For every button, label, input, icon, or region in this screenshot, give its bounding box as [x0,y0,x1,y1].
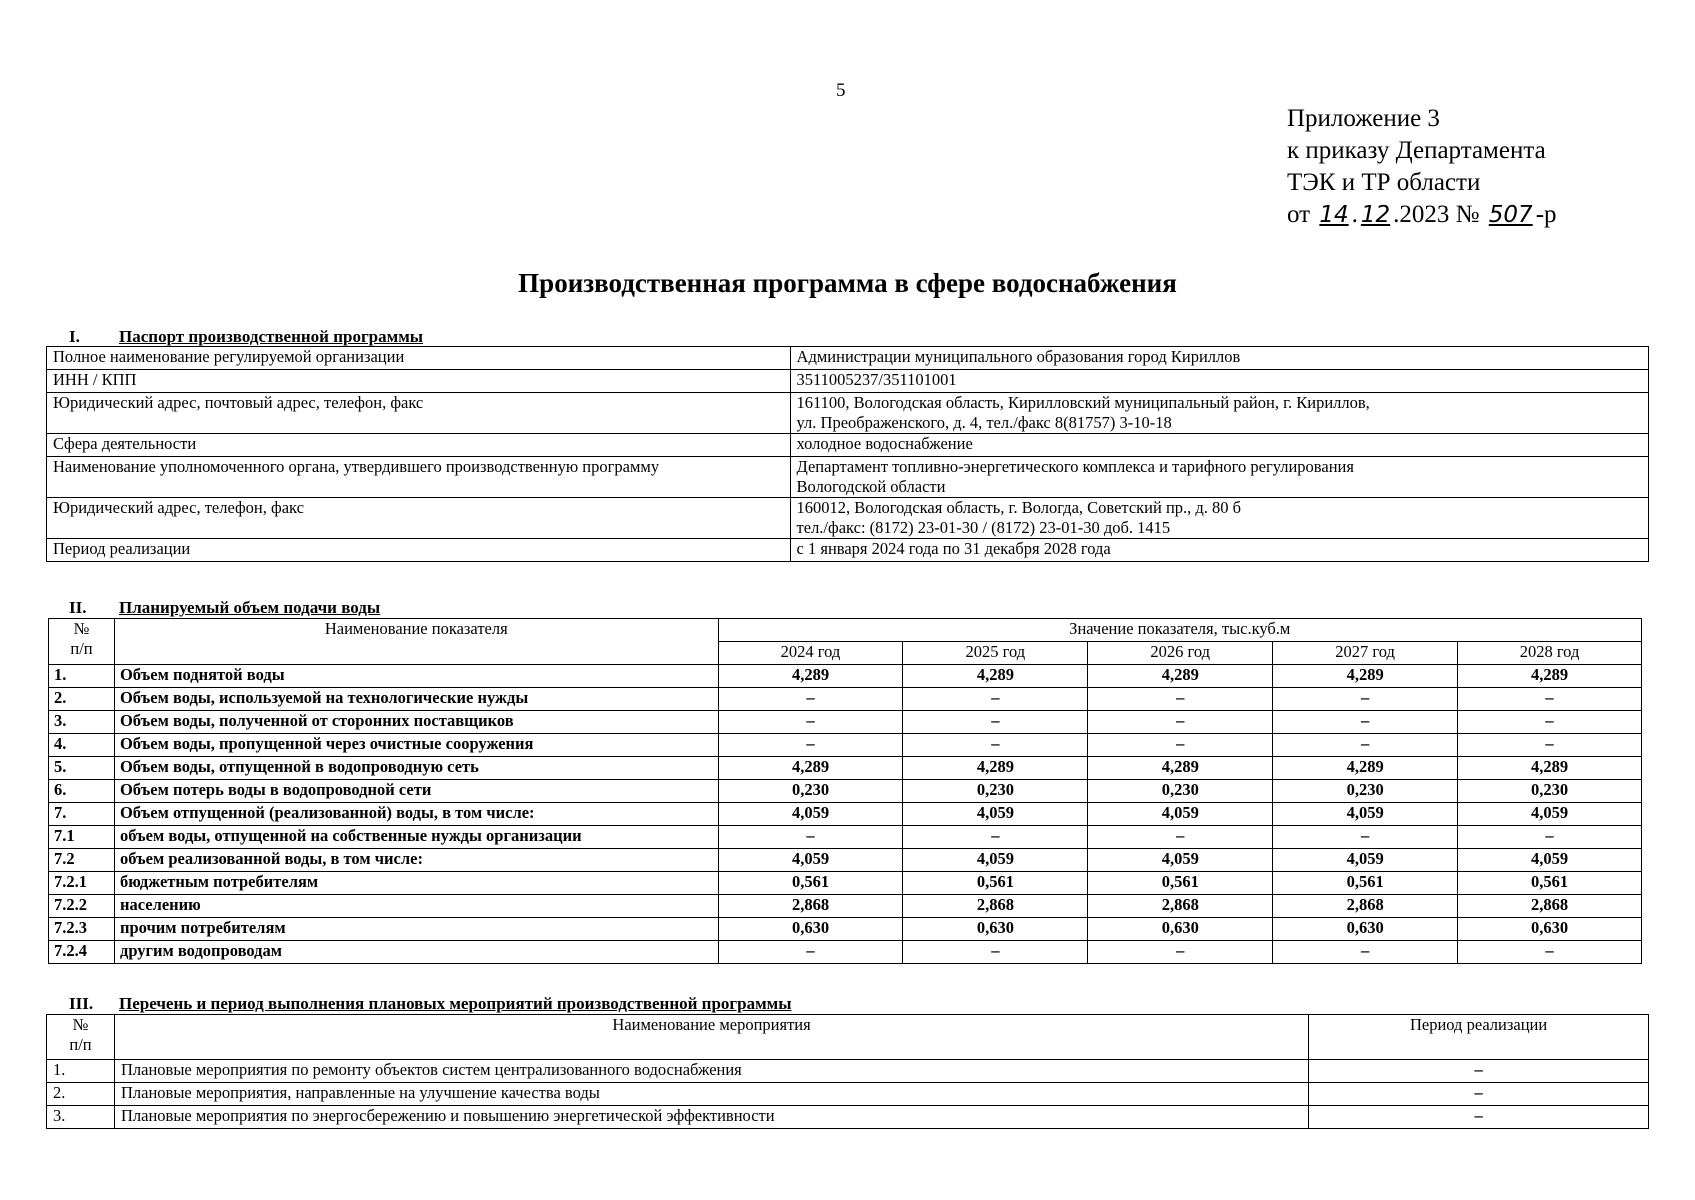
measure-name: Плановые мероприятия, направленные на улучшение качества воды [114,1083,1308,1106]
indicator-value: 0,630 [1273,918,1458,941]
indicator-value: 2,868 [903,895,1088,918]
table-row [49,895,1642,918]
handwritten-month: 12 [1360,202,1391,228]
indicator-name: прочим потребителям [114,918,718,941]
measures-table [46,1014,1649,1129]
section-3-title: Перечень и период выполнения плановых мероприятий производственной программы [119,994,792,1013]
page-number: 5 [836,80,846,101]
table-row [47,434,1649,457]
indicator-value: 0,561 [903,872,1088,895]
header-num-2: п/п [70,639,93,658]
table-row [49,734,1642,757]
row-number: 7.2 [49,849,115,872]
appendix-line-3: ТЭК и ТР области [1287,169,1481,196]
indicator-value: 2,868 [1273,895,1458,918]
indicator-value: 4,289 [1273,757,1458,780]
indicator-value: – [1458,711,1642,734]
section-2-number: II. [69,598,87,617]
indicator-value: – [718,711,903,734]
passport-value: с 1 января 2024 года по 31 декабря 2028 года [790,539,1648,562]
indicator-name: Объем поднятой воды [114,665,718,688]
table-row [49,918,1642,941]
table-header-row [49,619,1642,642]
indicator-value: 4,059 [1273,849,1458,872]
year-header: 2024 год [718,642,903,665]
handwritten-order-number: 507 [1488,202,1533,228]
indicator-value: 0,230 [1273,780,1458,803]
table-row [49,941,1642,964]
section-1-number: I. [69,327,80,346]
section-2-heading [69,598,380,618]
indicator-value: – [1088,826,1273,849]
indicator-value: 4,059 [1273,803,1458,826]
indicator-value: 4,059 [1088,849,1273,872]
row-number: 7.2.2 [49,895,115,918]
indicator-value: 4,059 [1458,803,1642,826]
indicator-value: 2,868 [1088,895,1273,918]
appendix-line-2: к приказу Департамента [1287,137,1546,164]
indicator-value: – [903,711,1088,734]
table-row [49,849,1642,872]
passport-label: Юридический адрес, почтовый адрес, телефон, факс [47,393,791,434]
appendix-date-line: от 14 . 12 .2023 № 507 -р [1287,201,1557,228]
indicator-value: 4,059 [1458,849,1642,872]
table-row [49,757,1642,780]
indicator-value: – [1273,734,1458,757]
indicator-value: 4,289 [1088,757,1273,780]
indicator-name: бюджетным потребителям [114,872,718,895]
section-1-title: Паспорт производственной программы [119,327,424,346]
row-number: 2. [47,1083,115,1106]
passport-value: Департамент топливно-энергетического комплекса и тарифного регулирования [796,457,1354,476]
indicator-value: 4,059 [718,849,903,872]
measure-period: – [1309,1060,1649,1083]
table-row [47,1106,1649,1129]
passport-value-line-2: тел./факс: (8172) 23-01-30 / (8172) 23-01-30 доб. 1415 [796,518,1171,537]
measure-name: Плановые мероприятия по ремонту объектов систем централизованного водоснабжения [114,1060,1308,1083]
indicator-value: 2,868 [1458,895,1642,918]
indicator-value: – [1458,941,1642,964]
passport-label: Наименование уполномоченного органа, утвердившего производственную программу [47,457,791,498]
table-row [49,711,1642,734]
indicator-name: населению [114,895,718,918]
passport-label: Сфера деятельности [47,434,791,457]
indicator-value: 0,230 [1088,780,1273,803]
indicator-value: – [903,826,1088,849]
measure-period: – [1309,1083,1649,1106]
table-row [47,347,1649,370]
table-row [47,539,1649,562]
section-1-heading [69,327,423,347]
indicator-value: 4,289 [1088,665,1273,688]
indicator-value: 4,059 [1088,803,1273,826]
indicator-value: – [1273,941,1458,964]
indicator-value: – [718,826,903,849]
indicator-value: – [1088,734,1273,757]
indicator-value: 0,561 [718,872,903,895]
indicator-value: 0,630 [718,918,903,941]
passport-label: Юридический адрес, телефон, факс [47,498,791,539]
passport-value: холодное водоснабжение [790,434,1648,457]
indicator-name: Объем потерь воды в водопроводной сети [114,780,718,803]
indicator-value: 0,561 [1088,872,1273,895]
passport-label: ИНН / КПП [47,370,791,393]
table-row [49,780,1642,803]
year-header: 2028 год [1458,642,1642,665]
indicator-name: Объем воды, пропущенной через очистные сооружения [114,734,718,757]
passport-label: Полное наименование регулируемой организации [47,347,791,370]
document-title: Производственная программа в сфере водоснабжения [518,268,1177,298]
indicator-value: – [903,734,1088,757]
table-row [49,826,1642,849]
row-number: 3. [47,1106,115,1129]
indicator-name: Объем воды, полученной от сторонних поставщиков [114,711,718,734]
table-row [49,872,1642,895]
indicator-value: 2,868 [718,895,903,918]
appendix-line-1: Приложение 3 [1287,105,1440,132]
row-number: 6. [49,780,115,803]
passport-value-line-2: Вологодской области [796,477,946,496]
date-prefix: от [1287,201,1311,228]
row-number: 1. [49,665,115,688]
header-period: Период реализации [1309,1015,1649,1060]
header-num-cell [47,1015,115,1060]
indicator-value: – [718,688,903,711]
header-num: № [73,619,90,638]
indicator-value: – [1273,826,1458,849]
indicator-name: Объем отпущенной (реализованной) воды, в том числе: [114,803,718,826]
indicator-value: – [718,734,903,757]
header-indicator-value: Значение показателя, тыс.куб.м [718,619,1641,642]
indicator-value: 4,059 [903,803,1088,826]
row-number: 1. [47,1060,115,1083]
table-header-row [47,1015,1649,1060]
passport-value-cell [790,498,1648,539]
indicator-value: – [718,941,903,964]
row-number: 5. [49,757,115,780]
header-num: № [72,1015,89,1034]
indicator-value: – [1458,688,1642,711]
indicator-value: – [1458,734,1642,757]
row-number: 2. [49,688,115,711]
passport-value: 160012, Вологодская область, г. Вологда, Советский пр., д. 80 б [796,498,1242,517]
header-num-cell [49,619,115,665]
passport-table [46,346,1649,562]
appendix-block [1287,103,1557,231]
indicator-name: Объем воды, используемой на технологические нужды [114,688,718,711]
indicator-value: – [1273,711,1458,734]
row-number: 7.2.1 [49,872,115,895]
row-number: 7.2.3 [49,918,115,941]
indicator-name: объем реализованной воды, в том числе: [114,849,718,872]
table-row [49,688,1642,711]
indicator-value: – [903,688,1088,711]
row-number: 4. [49,734,115,757]
indicator-value: 4,289 [903,757,1088,780]
passport-value-cell [790,393,1648,434]
section-2-title: Планируемый объем подачи воды [119,598,381,617]
indicator-value: – [903,941,1088,964]
year-part: .2023 № [1393,201,1480,228]
row-number: 7.2.4 [49,941,115,964]
indicator-name: другим водопроводам [114,941,718,964]
row-number: 7.1 [49,826,115,849]
indicator-value: 4,289 [1458,665,1642,688]
table-row [49,665,1642,688]
table-row [47,498,1649,539]
row-number: 3. [49,711,115,734]
year-header: 2026 год [1088,642,1273,665]
table-row [47,457,1649,498]
section-3-number: III. [69,994,94,1013]
indicator-value: 4,059 [718,803,903,826]
indicator-value: 0,630 [1088,918,1273,941]
measure-name: Плановые мероприятия по энергосбережению и повышению энергетической эффективности [114,1106,1308,1129]
passport-value: 3511005237/351101001 [790,370,1648,393]
indicator-value: 4,289 [1273,665,1458,688]
indicator-name: Объем воды, отпущенной в водопроводную сеть [114,757,718,780]
passport-value: 161100, Вологодская область, Кирилловский муниципальный район, г. Кириллов, [796,393,1370,412]
indicator-value: – [1088,711,1273,734]
passport-value: Администрации муниципального образования город Кириллов [790,347,1648,370]
indicator-value: 4,289 [1458,757,1642,780]
indicator-value: 0,561 [1458,872,1642,895]
indicator-value: 4,289 [903,665,1088,688]
indicator-value: 0,630 [1458,918,1642,941]
indicator-value: 0,561 [1273,872,1458,895]
passport-label: Период реализации [47,539,791,562]
header-indicator-name: Наименование показателя [114,619,718,665]
header-measure-name: Наименование мероприятия [114,1015,1308,1060]
passport-value-line-2: ул. Преображенского, д. 4, тел./факс 8(81757) 3-10-18 [796,413,1172,432]
year-header: 2027 год [1273,642,1458,665]
indicator-value: 0,230 [718,780,903,803]
table-row [49,803,1642,826]
year-header: 2025 год [903,642,1088,665]
table-row [47,1060,1649,1083]
indicator-value: 0,230 [903,780,1088,803]
measure-period: – [1309,1106,1649,1129]
section-3-heading [69,994,792,1014]
row-number: 7. [49,803,115,826]
header-num-2: п/п [69,1035,92,1054]
passport-value-cell [790,457,1648,498]
indicator-value: – [1458,826,1642,849]
indicator-name: объем воды, отпущенной на собственные нужды организации [114,826,718,849]
indicator-value: 0,630 [903,918,1088,941]
indicator-value: 4,289 [718,665,903,688]
indicator-value: 4,059 [903,849,1088,872]
table-row [47,370,1649,393]
indicator-value: 0,230 [1458,780,1642,803]
table-row [47,1083,1649,1106]
table-row [47,393,1649,434]
indicator-value: – [1088,941,1273,964]
indicator-value: – [1088,688,1273,711]
order-suffix: -р [1535,201,1557,228]
indicator-value: – [1273,688,1458,711]
indicator-value: 4,289 [718,757,903,780]
water-volume-table [48,618,1642,964]
handwritten-day: 14 [1319,202,1349,228]
